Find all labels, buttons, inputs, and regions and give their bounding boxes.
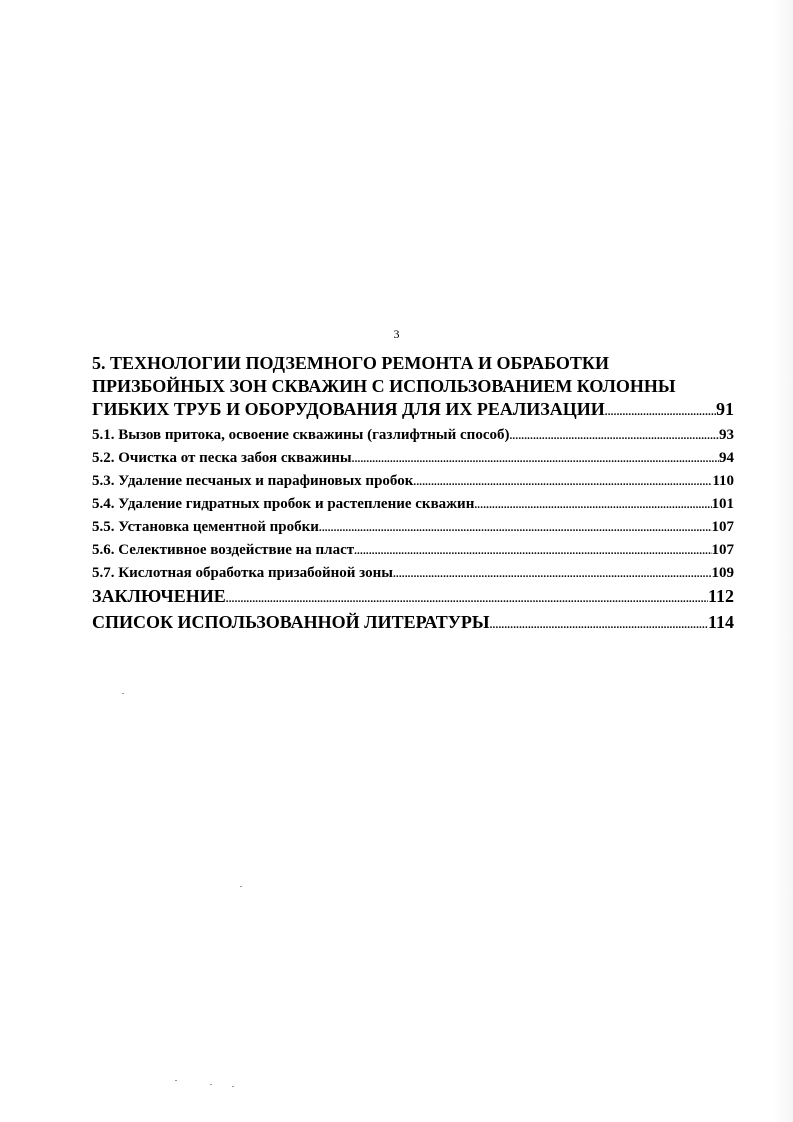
- toc-section-entry: [92, 424, 734, 447]
- toc-conclusion-entry: [92, 585, 734, 611]
- scan-edge-shadow: [773, 0, 793, 1122]
- chapter-page-number: 91: [716, 399, 734, 419]
- section-page-number: 109: [711, 565, 734, 581]
- toc-section-entry: [92, 447, 734, 470]
- toc-section-entry: [92, 516, 734, 539]
- references-page-number: 114: [707, 612, 734, 632]
- toc-references-entry: [92, 611, 734, 637]
- section-label: 5.1. Вызов притока, освоение скважины (газлифтный способ): [92, 427, 510, 443]
- scan-speck: [232, 1086, 234, 1087]
- page-number: 3: [393, 327, 400, 341]
- table-of-contents: [92, 352, 734, 637]
- dot-leader: [226, 585, 708, 611]
- section-label: 5.7. Кислотная обработка призабойной зоны: [92, 565, 393, 581]
- scan-speck: [210, 1084, 212, 1085]
- toc-section-entry: [92, 470, 734, 493]
- scan-speck: [122, 693, 124, 694]
- dot-leader: [354, 539, 711, 562]
- toc-section-entry: [92, 493, 734, 516]
- scan-speck: [175, 1080, 177, 1081]
- scan-speck: [240, 886, 242, 887]
- section-page-number: 94: [719, 450, 734, 466]
- section-page-number: 107: [711, 542, 734, 558]
- section-page-number: 110: [712, 473, 734, 489]
- chapter-title-line-2: ПРИЗБОЙНЫХ ЗОН СКВАЖИН С ИСПОЛЬЗОВАНИЕМ КОЛОННЫ: [92, 376, 676, 396]
- dot-leader: [413, 470, 712, 493]
- dot-leader: [490, 611, 708, 637]
- references-label: СПИСОК ИСПОЛЬЗОВАННОЙ ЛИТЕРАТУРЫ: [92, 612, 490, 632]
- chapter-title-line-3: ГИБКИХ ТРУБ И ОБОРУДОВАНИЯ ДЛЯ ИХ РЕАЛИЗАЦИИ: [92, 399, 605, 419]
- dot-leader: [605, 398, 716, 424]
- section-page-number: 107: [711, 519, 734, 535]
- conclusion-page-number: 112: [707, 586, 734, 606]
- dot-leader: [319, 516, 712, 539]
- dot-leader: [393, 562, 712, 585]
- section-label: 5.2. Очистка от песка забоя скважины: [92, 450, 352, 466]
- section-label: 5.3. Удаление песчаных и парафиновых пробок: [92, 473, 414, 489]
- conclusion-label: ЗАКЛЮЧЕНИЕ: [92, 586, 226, 606]
- section-label: 5.6. Селективное воздействие на пласт: [92, 542, 355, 558]
- toc-section-entry: [92, 539, 734, 562]
- section-page-number: 101: [711, 496, 734, 512]
- toc-section-entry: [92, 562, 734, 585]
- section-label: 5.4. Удаление гидратных пробок и растепление скважин: [92, 496, 475, 512]
- dot-leader: [474, 493, 711, 516]
- toc-chapter-entry: [92, 398, 734, 424]
- section-label: 5.5. Установка цементной пробки: [92, 519, 319, 535]
- chapter-title-line-1: 5. ТЕХНОЛОГИИ ПОДЗЕМНОГО РЕМОНТА И ОБРАБОТКИ: [92, 353, 609, 373]
- dot-leader: [509, 424, 719, 447]
- section-page-number: 93: [719, 427, 734, 443]
- dot-leader: [352, 447, 719, 470]
